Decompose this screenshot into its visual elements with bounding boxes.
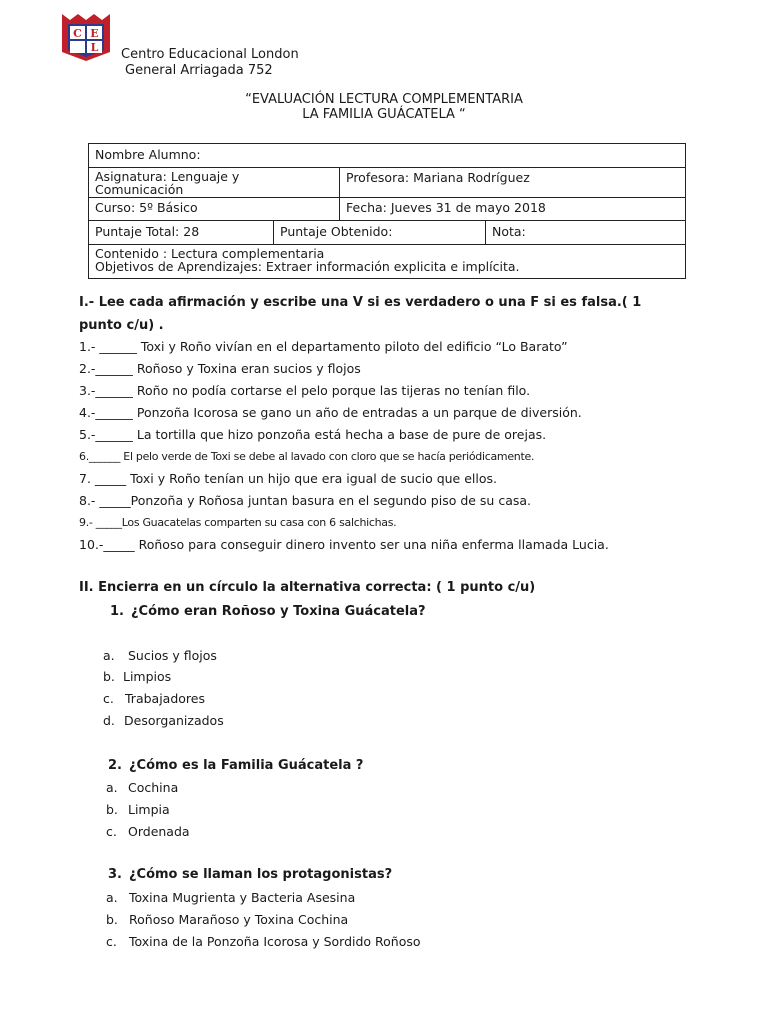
q2-option-a-letter: a. [106, 780, 118, 795]
row-curso [89, 197, 685, 221]
row-puntaje [89, 220, 685, 245]
question-1-number: 1. [110, 604, 124, 619]
question-2-number: 2. [108, 758, 122, 773]
q1-option-c-letter: c. [103, 691, 114, 706]
fecha-cell: Fecha: Jueves 31 de mayo 2018 [339, 197, 685, 220]
q1-option-a[interactable]: Sucios y flojos [128, 648, 217, 663]
q3-option-a[interactable]: Toxina Mugrienta y Bacteria Asesina [129, 890, 356, 905]
asignatura-line-2: Comunicación [95, 182, 184, 197]
question-3-number: 3. [108, 867, 122, 882]
svg-text:E: E [90, 27, 99, 40]
q3-option-a-letter: a. [106, 890, 118, 905]
true-false-item-5[interactable]: 5.-______ La tortilla que hizo ponzoña está hecha a base de pure de orejas. [79, 427, 547, 442]
q2-option-b[interactable]: Limpia [128, 802, 170, 817]
q1-option-d-letter: d. [103, 713, 115, 728]
true-false-item-3[interactable]: 3.-______ Roño no podía cortarse el pelo porque las tijeras no tenían filo. [79, 383, 531, 398]
row-contenido [89, 244, 685, 278]
q2-option-c-letter: c. [106, 824, 117, 839]
q1-option-a-letter: a. [103, 648, 115, 663]
svg-text:C: C [73, 27, 82, 40]
question-1-text: ¿Cómo eran Roñoso y Toxina Guácatela? [131, 604, 426, 619]
asignatura-line-1: Asignatura: Lenguaje y [95, 169, 240, 184]
title-line-2: LA FAMILIA GUÁCATELA “ [302, 107, 466, 122]
q2-option-c[interactable]: Ordenada [128, 824, 190, 839]
contenido-cell [89, 244, 685, 278]
q3-option-c-letter: c. [106, 934, 117, 949]
q1-option-b[interactable]: Limpios [123, 669, 172, 684]
q1-option-c[interactable]: Trabajadores [125, 691, 205, 706]
asignatura-cell [89, 167, 339, 197]
q2-option-a[interactable]: Cochina [128, 780, 179, 795]
row-nombre [89, 144, 685, 168]
school-name: Centro Educacional London [121, 47, 299, 62]
q3-option-c[interactable]: Toxina de la Ponzoña Icorosa y Sordido Roñoso [129, 934, 421, 949]
curso-cell: Curso: 5º Básico [95, 200, 198, 215]
nombre-alumno-field[interactable]: Nombre Alumno: [95, 147, 201, 162]
puntaje-total-cell: Puntaje Total: 28 [95, 224, 200, 239]
q3-option-b-letter: b. [106, 912, 118, 927]
question-2-text: ¿Cómo es la Familia Guácatela ? [129, 758, 364, 773]
q3-option-b[interactable]: Roñoso Marañoso y Toxina Cochina [129, 912, 349, 927]
q1-option-b-letter: b. [103, 669, 115, 684]
true-false-item-7[interactable]: 7. _____ Toxi y Roño tenían un hijo que era igual de sucio que ellos. [79, 471, 497, 486]
section-2-heading: II. Encierra en un círculo la alternativa correcta: ( 1 punto c/u) [79, 580, 536, 595]
question-3-text: ¿Cómo se llaman los protagonistas? [129, 867, 393, 882]
svg-text:L: L [90, 41, 99, 54]
title-line-1: “EVALUACIÓN LECTURA COMPLEMENTARIA [245, 92, 523, 107]
section-1-heading: I.- Lee cada afirmación y escribe una V si es verdadero o una F si es falsa.( 1 [79, 295, 642, 310]
true-false-item-2[interactable]: 2.-______ Roñoso y Toxina eran sucios y flojos [79, 361, 361, 376]
true-false-item-4[interactable]: 4.-______ Ponzoña Icorosa se gano un año de entradas a un parque de diversión. [79, 405, 582, 420]
true-false-item-8[interactable]: 8.- _____Ponzoña y Roñosa juntan basura en el segundo piso de su casa. [79, 493, 532, 508]
profesora-cell: Profesora: Mariana Rodríguez [339, 167, 685, 197]
student-info-table [88, 143, 686, 279]
section-1-heading-cont: punto c/u) . [79, 318, 164, 333]
puntaje-obtenido-field[interactable]: Puntaje Obtenido: [273, 220, 485, 244]
nota-field[interactable]: Nota: [485, 220, 685, 244]
school-address: General Arriagada 752 [125, 63, 273, 78]
school-logo [60, 12, 112, 62]
q1-option-d[interactable]: Desorganizados [124, 713, 224, 728]
row-asignatura [89, 167, 685, 198]
true-false-item-9[interactable]: 9.- _____Los Guacatelas comparten su casa con 6 salchichas. [79, 516, 397, 529]
objetivos-text: Objetivos de Aprendizajes: Extraer información explicita e implícita. [95, 259, 520, 274]
true-false-item-6[interactable]: 6.______ El pelo verde de Toxi se debe al lavado con cloro que se hacía periódicamente. [79, 450, 535, 463]
true-false-item-10[interactable]: 10.-_____ Roñoso para conseguir dinero invento ser una niña enferma llamada Lucia. [79, 537, 609, 552]
q2-option-b-letter: b. [106, 802, 118, 817]
true-false-item-1[interactable]: 1.- ______ Toxi y Roño vivían en el departamento piloto del edificio “Lo Barato” [79, 339, 568, 354]
contenido-text: Contenido : Lectura complementaria [95, 246, 325, 261]
